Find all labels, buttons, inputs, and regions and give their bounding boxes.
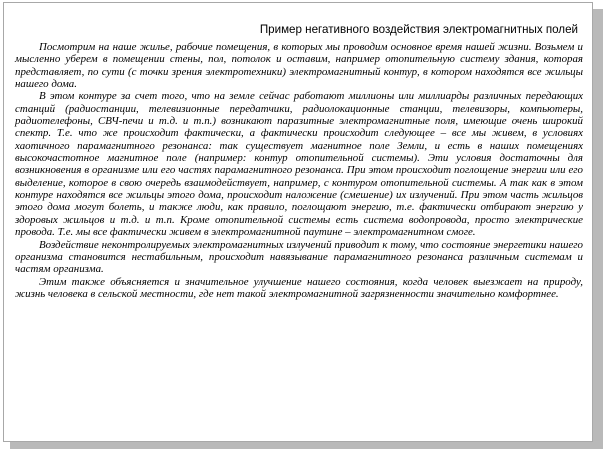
- document-panel: [3, 2, 593, 442]
- paragraph: Этим также объясняется и значительное улучшение нашего состояния, когда человек выезжает на природу, жизнь человека в сельской местности, где нет такой электромагнитной загрязненности значительно комфортнее.: [15, 275, 583, 300]
- document-body: [15, 41, 583, 300]
- paragraph: Воздействие неконтролируемых электромагнитных излучений приводит к тому, что состояние энергетики нашего организма становится нестабильным, происходит навязывание парамагнитного резонанса различным системам и частям организма.: [15, 238, 583, 276]
- paragraph: В этом контуре за счет того, что на земле сейчас работают миллионы или миллиарды различных передающих станций (радиостанции, телевизионные передатчики, радиолокационные станции, телевизоры, компьютеры, радиотелефоны, СВЧ-печи и т.д. и т.п.) возникают паразитные электромагнитные поля, имеющие очень широкий спектр. Т.е. что же происходит фактически, а фактически происходит следующее – все мы живем, в условиях хаотичного парамагнитного резонанса: так существует магнитное поле Земли, и есть в наших помещениях высокочастотное магнитное поле (например: контур отопительной системы). Эти условия достаточны для возникновения в организме или его частях парамагнитного резонанса. При этом происходит поглощение энергии или его выделение, которое в свою очередь взаимодействует, например, с контуром отопительной системы. А так как в этом контуре находятся все жильцы этого дома, происходит наложение (смешение) их излучений. При этом часть жильцов этого дома могут болеть, и также люди, как правило, поглощают энергию, т.е. фактически отбирают энергию у здоровых жильцов и т.д. и т.п. Кроме отопительной системы есть система водопровода, просто электрические провода. Т.е. мы все фактически живем в электромагнитной паутине – электромагнитном смоге.: [15, 90, 583, 239]
- paragraph: Посмотрим на наше жилье, рабочие помещения, в которых мы проводим основное время нашей жизни. Возьмем и мысленно уберем в помещении стены, пол, потолок и оставим, например отопительную систему здания, которая представляет, по сути (с точки зрения электротехники) электромагнитный контур, в котором находятся все жильцы нашего дома.: [15, 41, 583, 91]
- document-title: Пример негативного воздействия электромагнитных полей: [259, 23, 578, 36]
